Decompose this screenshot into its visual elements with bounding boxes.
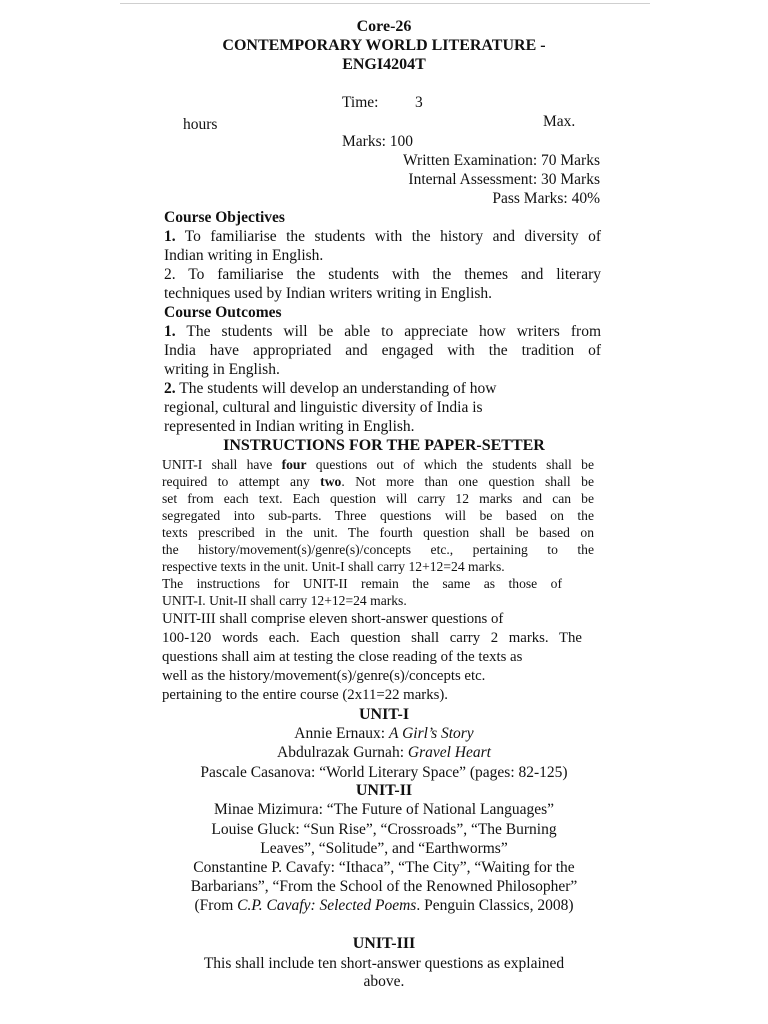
unit1-text-casanova: Pascale Casanova: “World Literary Space” (pages: 82-125) bbox=[200, 764, 568, 781]
outcome-1-line-1: 1. The students will be able to appreciate how writers from bbox=[164, 323, 601, 340]
unit1-text-gurnah: Abdulrazak Gurnah: Gravel Heart bbox=[277, 744, 491, 761]
instructions-unit1-line-2: required to attempt any two. Not more than one question shall be bbox=[162, 474, 594, 489]
unit1-heading: UNIT-I bbox=[358, 706, 410, 723]
course-code: Core-26 bbox=[356, 18, 412, 35]
unit2-heading: UNIT-II bbox=[355, 782, 413, 799]
outcomes-heading: Course Outcomes bbox=[164, 304, 282, 321]
unit2-text-gluck-line-2: Leaves”, “Solitude”, and “Earthworms” bbox=[260, 840, 508, 857]
unit1-text-ernaux: Annie Ernaux: A Girl’s Story bbox=[294, 725, 474, 742]
course-number: ENGI4204T bbox=[342, 56, 426, 73]
max-marks: Marks: 100 bbox=[342, 133, 414, 150]
instructions-unit2-line-2: UNIT-I. Unit-II shall carry 12+12=24 marks. bbox=[162, 593, 407, 608]
objective-1-line-2: Indian writing in English. bbox=[164, 247, 324, 264]
objective-1-line-1: 1. To familiarise the students with the history and diversity of bbox=[164, 228, 601, 245]
outcome-1-line-3: writing in English. bbox=[164, 361, 280, 378]
instructions-unit1-line-6: the history/movement(s)/genre(s)/concepts etc., pertaining to the bbox=[162, 542, 594, 557]
unit3-text-line-1: This shall include ten short-answer questions as explained bbox=[203, 955, 565, 972]
time-label: Time: bbox=[342, 94, 379, 111]
unit2-text-gluck-line-1: Louise Gluck: “Sun Rise”, “Crossroads”, “The Burning bbox=[211, 821, 557, 838]
outcome-2-line-2: regional, cultural and linguistic diversity of India is bbox=[164, 399, 483, 416]
time-value: 3 bbox=[415, 94, 423, 111]
instructions-unit3-line-3: questions shall aim at testing the close reading of the texts as bbox=[162, 649, 523, 665]
outcome-1-line-2: India have appropriated and engaged with the tradition of bbox=[164, 342, 601, 359]
outcome-2-line-3: represented in Indian writing in English. bbox=[164, 418, 415, 435]
instructions-unit1-line-5: texts prescribed in the unit. The fourth question shall be based on bbox=[162, 525, 594, 540]
unit2-text-cavafy-line-2: Barbarians”, “From the School of the Renowned Philosopher” bbox=[190, 878, 578, 895]
instructions-unit3-line-5: pertaining to the entire course (2x11=22 marks). bbox=[162, 687, 448, 703]
instructions-unit1-line-3: set from each text. Each question will carry 12 marks and can be bbox=[162, 491, 594, 506]
written-exam-marks: Written Examination: 70 Marks bbox=[403, 152, 600, 169]
objectives-heading: Course Objectives bbox=[164, 209, 285, 226]
instructions-unit1-line-1: UNIT-I shall have four questions out of which the students shall be bbox=[162, 457, 594, 472]
instructions-heading: INSTRUCTIONS FOR THE PAPER-SETTER bbox=[223, 437, 545, 454]
course-title: CONTEMPORARY WORLD LITERATURE - bbox=[222, 37, 546, 54]
objective-2-line-1: 2. To familiarise the students with the themes and literary bbox=[164, 266, 601, 283]
instructions-unit3-line-1: UNIT-III shall comprise eleven short-answer questions of bbox=[162, 611, 504, 627]
unit2-text-mizimura: Minae Mizimura: “The Future of National Languages” bbox=[213, 801, 555, 818]
unit2-text-cavafy-source: (From C.P. Cavafy: Selected Poems. Penguin Classics, 2008) bbox=[194, 897, 574, 914]
outcome-2-line-1: 2. The students will develop an understanding of how bbox=[164, 380, 497, 397]
instructions-unit1-line-7: respective texts in the unit. Unit-I shall carry 12+12=24 marks. bbox=[162, 559, 505, 574]
instructions-unit3-line-2: 100-120 words each. Each question shall carry 2 marks. The bbox=[162, 630, 582, 646]
top-border-line bbox=[120, 3, 650, 4]
objective-2-line-2: techniques used by Indian writers writing in English. bbox=[164, 285, 493, 302]
unit2-text-cavafy-line-1: Constantine P. Cavafy: “Ithaca”, “The City”, “Waiting for the bbox=[193, 859, 575, 876]
unit3-text-line-2: above. bbox=[363, 973, 405, 990]
pass-marks: Pass Marks: 40% bbox=[492, 190, 600, 207]
instructions-unit1-line-4: segregated into sub-parts. Three questions will be based on the bbox=[162, 508, 594, 523]
internal-assessment-marks: Internal Assessment: 30 Marks bbox=[408, 171, 600, 188]
max-label: Max. bbox=[543, 113, 576, 130]
hours-label: hours bbox=[183, 116, 218, 133]
unit3-heading: UNIT-III bbox=[352, 935, 416, 952]
instructions-unit2-line-1: The instructions for UNIT-II remain the same as those of bbox=[162, 576, 562, 591]
instructions-unit3-line-4: well as the history/movement(s)/genre(s)/concepts etc. bbox=[162, 668, 486, 684]
